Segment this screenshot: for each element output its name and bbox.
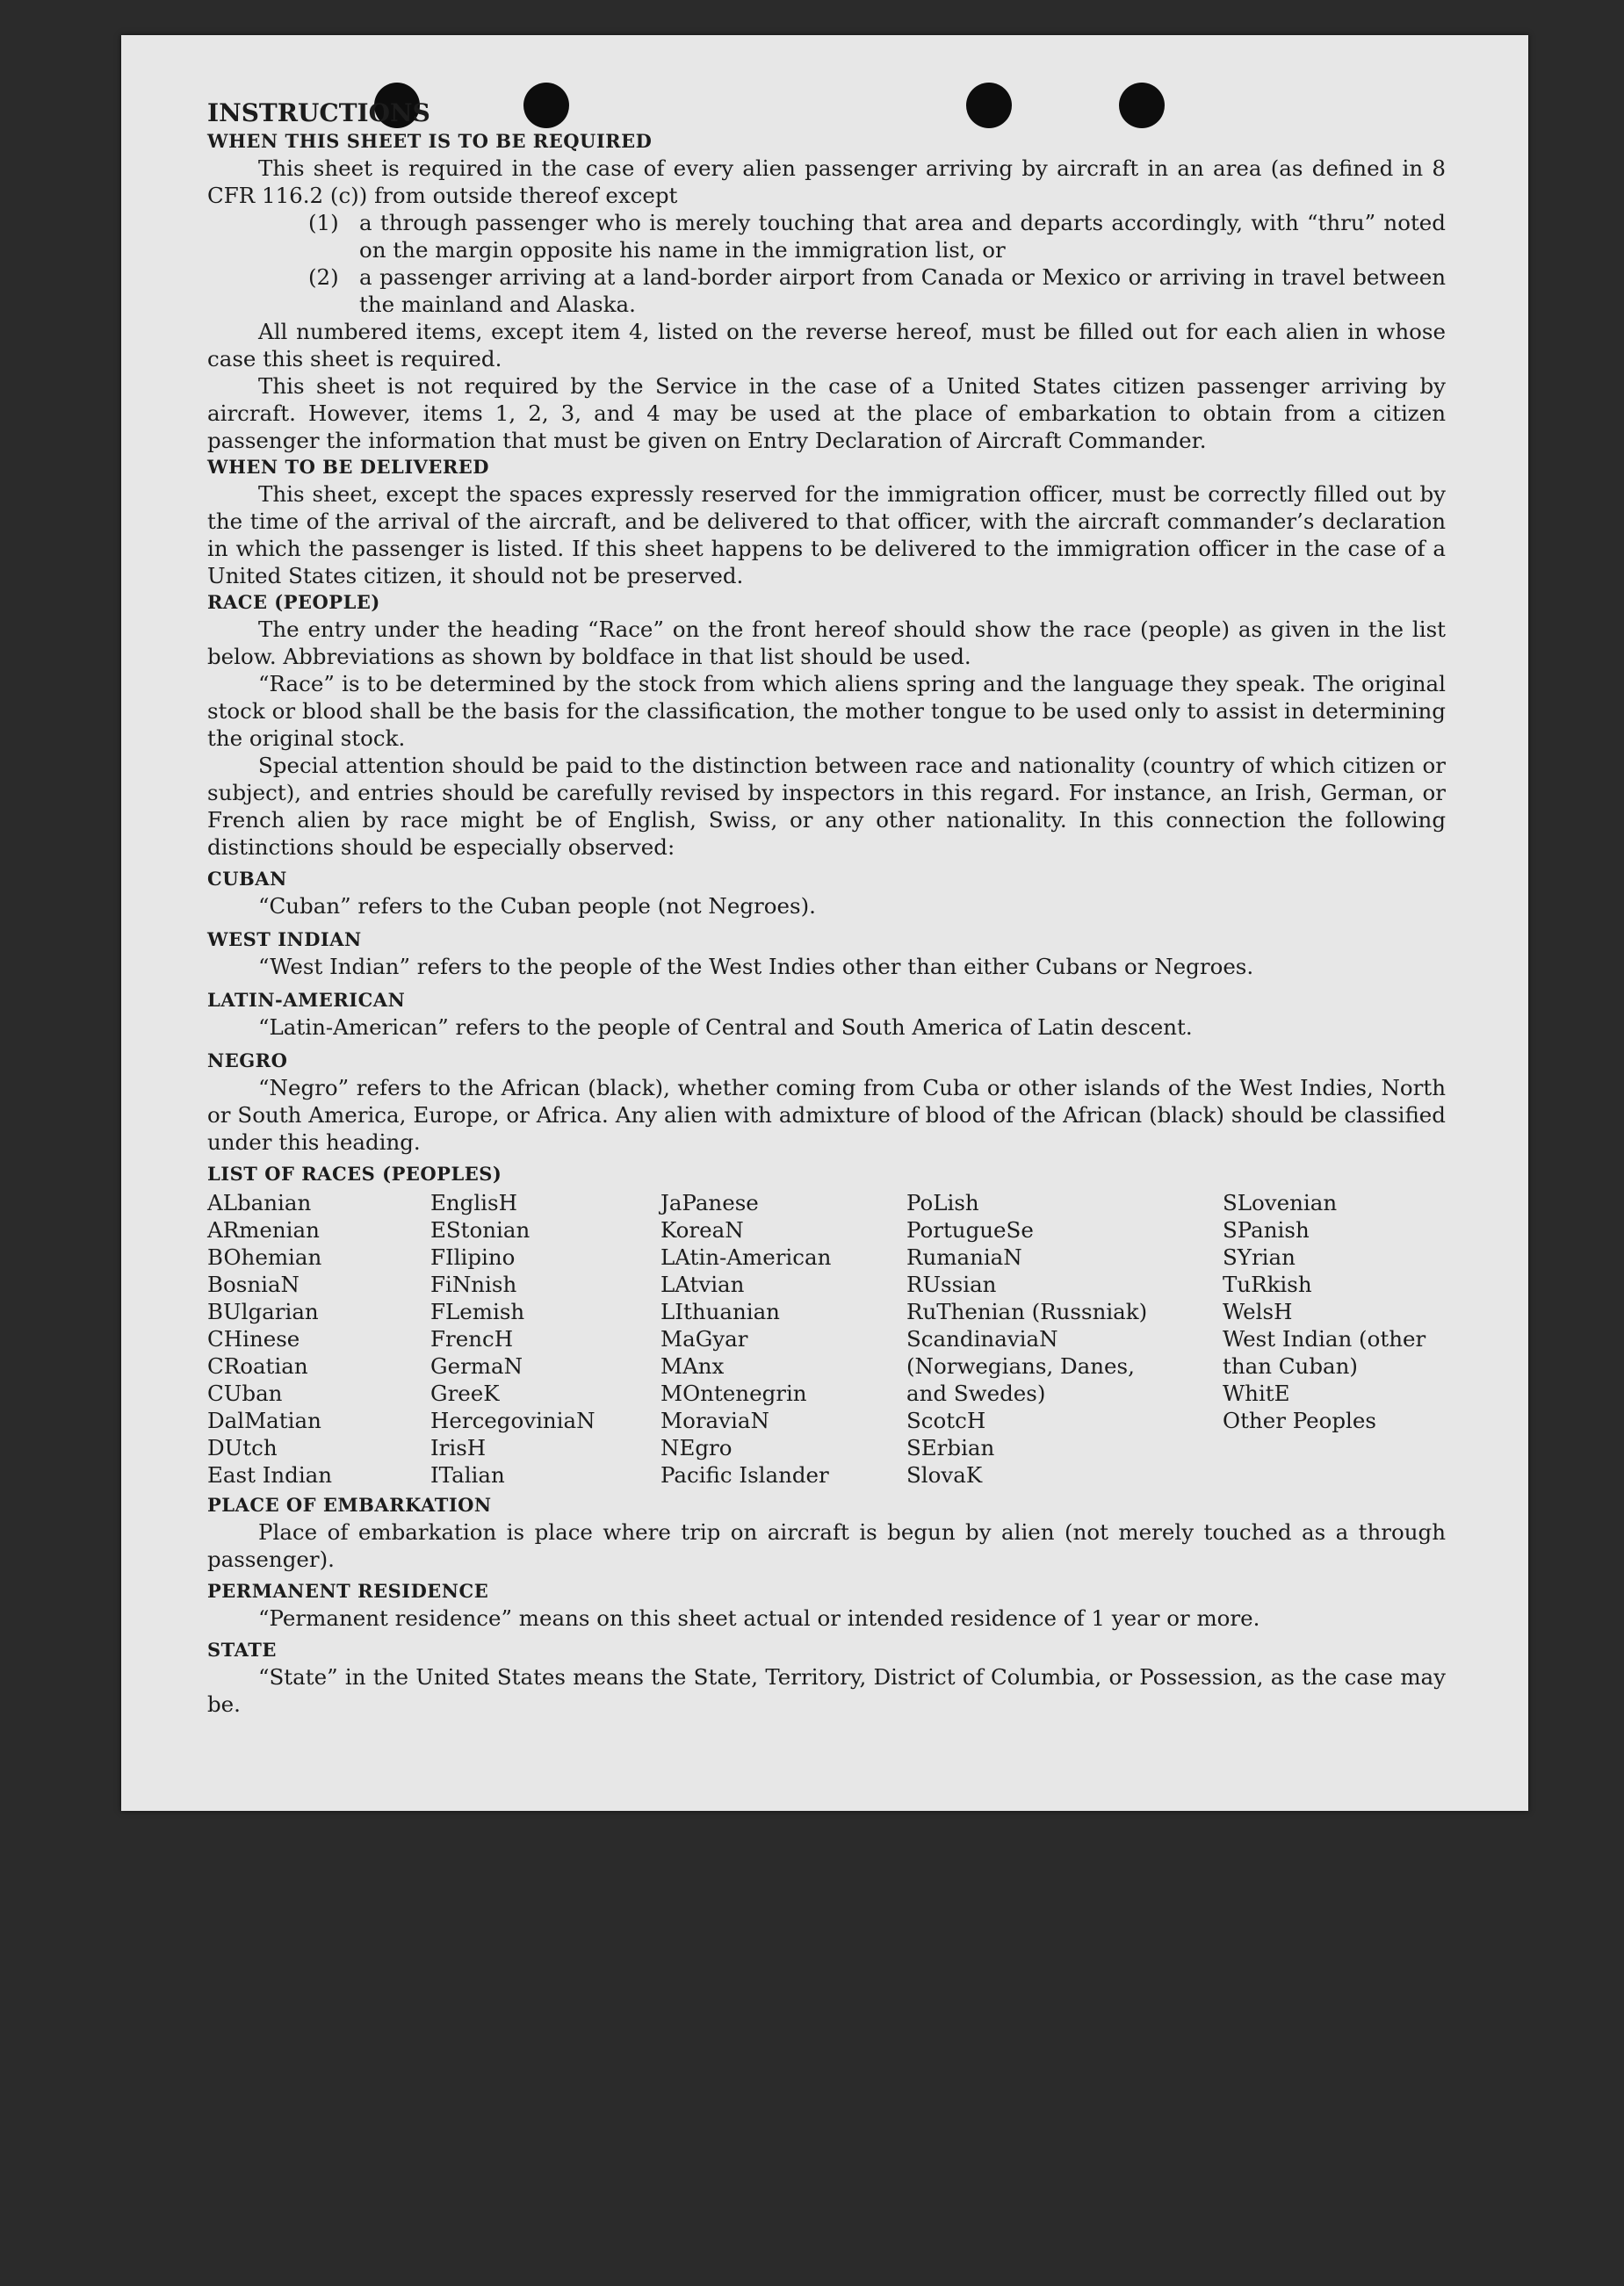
race-entry: MoraviaN <box>660 1408 769 1433</box>
race-entry: TuRkish <box>1223 1272 1312 1297</box>
race-entry: West Indian (other than Cuban) <box>1223 1326 1426 1379</box>
section-heading: STATE <box>207 1639 277 1661</box>
section-heading: WHEN TO BE DELIVERED <box>207 456 490 478</box>
paragraph: Special attention should be paid to the distinction between race and nationality (country of which citizen or subject), and entries should be carefully revised by inspectors in this regard. For instance, an Irish, German, or French alien by race might be of English, Swiss, or any other nationality. In this connection the following distinctions should be especially observed: <box>207 753 1446 860</box>
race-entry: CUban <box>207 1381 283 1406</box>
race-entry: ScotcH <box>906 1408 986 1433</box>
document-body <box>207 98 1446 1718</box>
race-entry: RuThenian (Russniak) <box>906 1299 1148 1324</box>
race-entry: NEgro <box>660 1435 733 1460</box>
race-entry: WhitE <box>1223 1381 1290 1406</box>
paragraph: “Negro” refers to the African (black), whether coming from Cuba or other islands of the West Indies, North or South America, Europe, or Africa. Any alien with admixture of blood of the African (black) should be classified under this heading. <box>207 1075 1446 1155</box>
paragraph: “Latin-American” refers to the people of Central and South America of Latin descent. <box>258 1014 1193 1040</box>
list-item <box>207 263 1446 318</box>
paragraph: “Race” is to be determined by the stock from which aliens spring and the language they speak. The original stock or blood shall be the basis for the classification, the mother tongue to be used only to assist in determining the original stock. <box>207 671 1446 751</box>
race-entry: MAnx <box>660 1353 725 1379</box>
section-heading: LATIN-AMERICAN <box>207 989 406 1011</box>
race-entry: DUtch <box>207 1435 278 1460</box>
race-entry: FrencH <box>430 1326 514 1352</box>
race-entry: JaPanese <box>660 1190 759 1215</box>
races-column <box>660 1189 906 1489</box>
races-column <box>430 1189 660 1489</box>
race-entry: RUssian <box>906 1272 997 1297</box>
races-column <box>207 1189 430 1489</box>
section-heading: PERMANENT RESIDENCE <box>207 1580 489 1602</box>
paragraph: “Cuban” refers to the Cuban people (not Negroes). <box>258 893 816 919</box>
paragraph: This sheet, except the spaces expressly reserved for the immigration officer, must be correctly filled out by the time of the arrival of the aircraft, and be delivered to that officer, with the aircraft commander’s declaration in which the passenger is listed. If this sheet happens to be delivered to the immigration officer in the case of a United States citizen, it should not be preserved. <box>207 481 1446 588</box>
races-column <box>906 1189 1223 1489</box>
race-entry: LIthuanian <box>660 1299 780 1324</box>
races-column <box>1223 1189 1446 1489</box>
paragraph: “State” in the United States means the State, Territory, District of Columbia, or Possession, as the case may be. <box>207 1664 1446 1717</box>
race-entry: RumaniaN <box>906 1244 1022 1270</box>
race-entry: ScandinaviaN (Norwegians, Danes, and Swedes) <box>906 1326 1135 1406</box>
races-list <box>207 1189 1446 1489</box>
paragraph: “West Indian” refers to the people of the West Indies other than either Cubans or Negroes. <box>258 954 1254 979</box>
race-entry: BosniaN <box>207 1272 300 1297</box>
race-entry: FiNnish <box>430 1272 517 1297</box>
race-entry: CRoatian <box>207 1353 308 1379</box>
race-entry: FLemish <box>430 1299 525 1324</box>
section-heading: RACE (PEOPLE) <box>207 591 380 613</box>
race-entry: East Indian <box>207 1462 333 1488</box>
race-entry: HercegoviniaN <box>430 1408 595 1433</box>
race-entry: SYrian <box>1223 1244 1296 1270</box>
item-number: (2) <box>308 264 339 290</box>
race-entry: SPanish <box>1223 1217 1310 1243</box>
list-item <box>207 209 1446 263</box>
race-entry: ARmenian <box>207 1217 320 1243</box>
paragraph: “Permanent residence” means on this sheet actual or intended residence of 1 year or more. <box>258 1605 1260 1631</box>
document-page <box>121 35 1528 1811</box>
paragraph: The entry under the heading “Race” on the front hereof should show the race (people) as given in the list below. Abbreviations as shown by boldface in that list should be used. <box>207 617 1446 669</box>
race-entry: LAtvian <box>660 1272 745 1297</box>
race-entry: KoreaN <box>660 1217 744 1243</box>
paragraph: This sheet is required in the case of every alien passenger arriving by aircraft in an area (as defined in 8 CFR 116.2 (c)) from outside thereof except <box>207 155 1446 208</box>
race-entry: PoLish <box>906 1190 979 1215</box>
race-entry: ALbanian <box>207 1190 312 1215</box>
page-title: INSTRUCTIONS <box>207 98 430 127</box>
race-entry: Other Peoples <box>1223 1408 1376 1433</box>
section-heading: WHEN THIS SHEET IS TO BE REQUIRED <box>207 130 653 152</box>
race-entry: BOhemian <box>207 1244 322 1270</box>
race-entry: SLovenian <box>1223 1190 1338 1215</box>
race-entry: IrisH <box>430 1435 487 1460</box>
section-heading: LIST OF RACES (PEOPLES) <box>207 1163 502 1185</box>
paragraph: Place of embarkation is place where trip on aircraft is begun by alien (not merely touched as a through passenger). <box>207 1519 1446 1572</box>
race-entry: Pacific Islander <box>660 1462 829 1488</box>
paragraph: This sheet is not required by the Service in the case of a United States citizen passenger arriving by aircraft. However, items 1, 2, 3, and 4 may be used at the place of embarkation to obtain from a citizen passenger the information that must be given on Entry Declaration of Aircraft Commander. <box>207 373 1446 453</box>
section-heading: PLACE OF EMBARKATION <box>207 1494 492 1516</box>
section-heading: WEST INDIAN <box>207 928 362 950</box>
race-entry: FIlipino <box>430 1244 516 1270</box>
paragraph: All numbered items, except item 4, listed on the reverse hereof, must be filled out for each alien in whose case this sheet is required. <box>207 319 1446 371</box>
section-heading: CUBAN <box>207 868 287 890</box>
race-entry: DalMatian <box>207 1408 321 1433</box>
race-entry: PortugueSe <box>906 1217 1034 1243</box>
race-entry: ITalian <box>430 1462 505 1488</box>
race-entry: MOntenegrin <box>660 1381 807 1406</box>
race-entry: EnglisH <box>430 1190 517 1215</box>
race-entry: LAtin-American <box>660 1244 832 1270</box>
race-entry: SErbian <box>906 1435 995 1460</box>
race-entry: BUlgarian <box>207 1299 319 1324</box>
item-number: (1) <box>308 210 339 235</box>
race-entry: CHinese <box>207 1326 300 1352</box>
race-entry: GermaN <box>430 1353 523 1379</box>
section-heading: NEGRO <box>207 1049 288 1071</box>
item-text: a through passenger who is merely touching that area and departs accordingly, with “thru” noted on the margin opposite his name in the immigration list, or <box>359 210 1446 263</box>
race-entry: GreeK <box>430 1381 500 1406</box>
race-entry: MaGyar <box>660 1326 748 1352</box>
race-entry: WelsH <box>1223 1299 1293 1324</box>
item-text: a passenger arriving at a land-border airport from Canada or Mexico or arriving in travel between the mainland and Alaska. <box>359 264 1446 317</box>
race-entry: EStonian <box>430 1217 531 1243</box>
race-entry: SlovaK <box>906 1462 983 1488</box>
